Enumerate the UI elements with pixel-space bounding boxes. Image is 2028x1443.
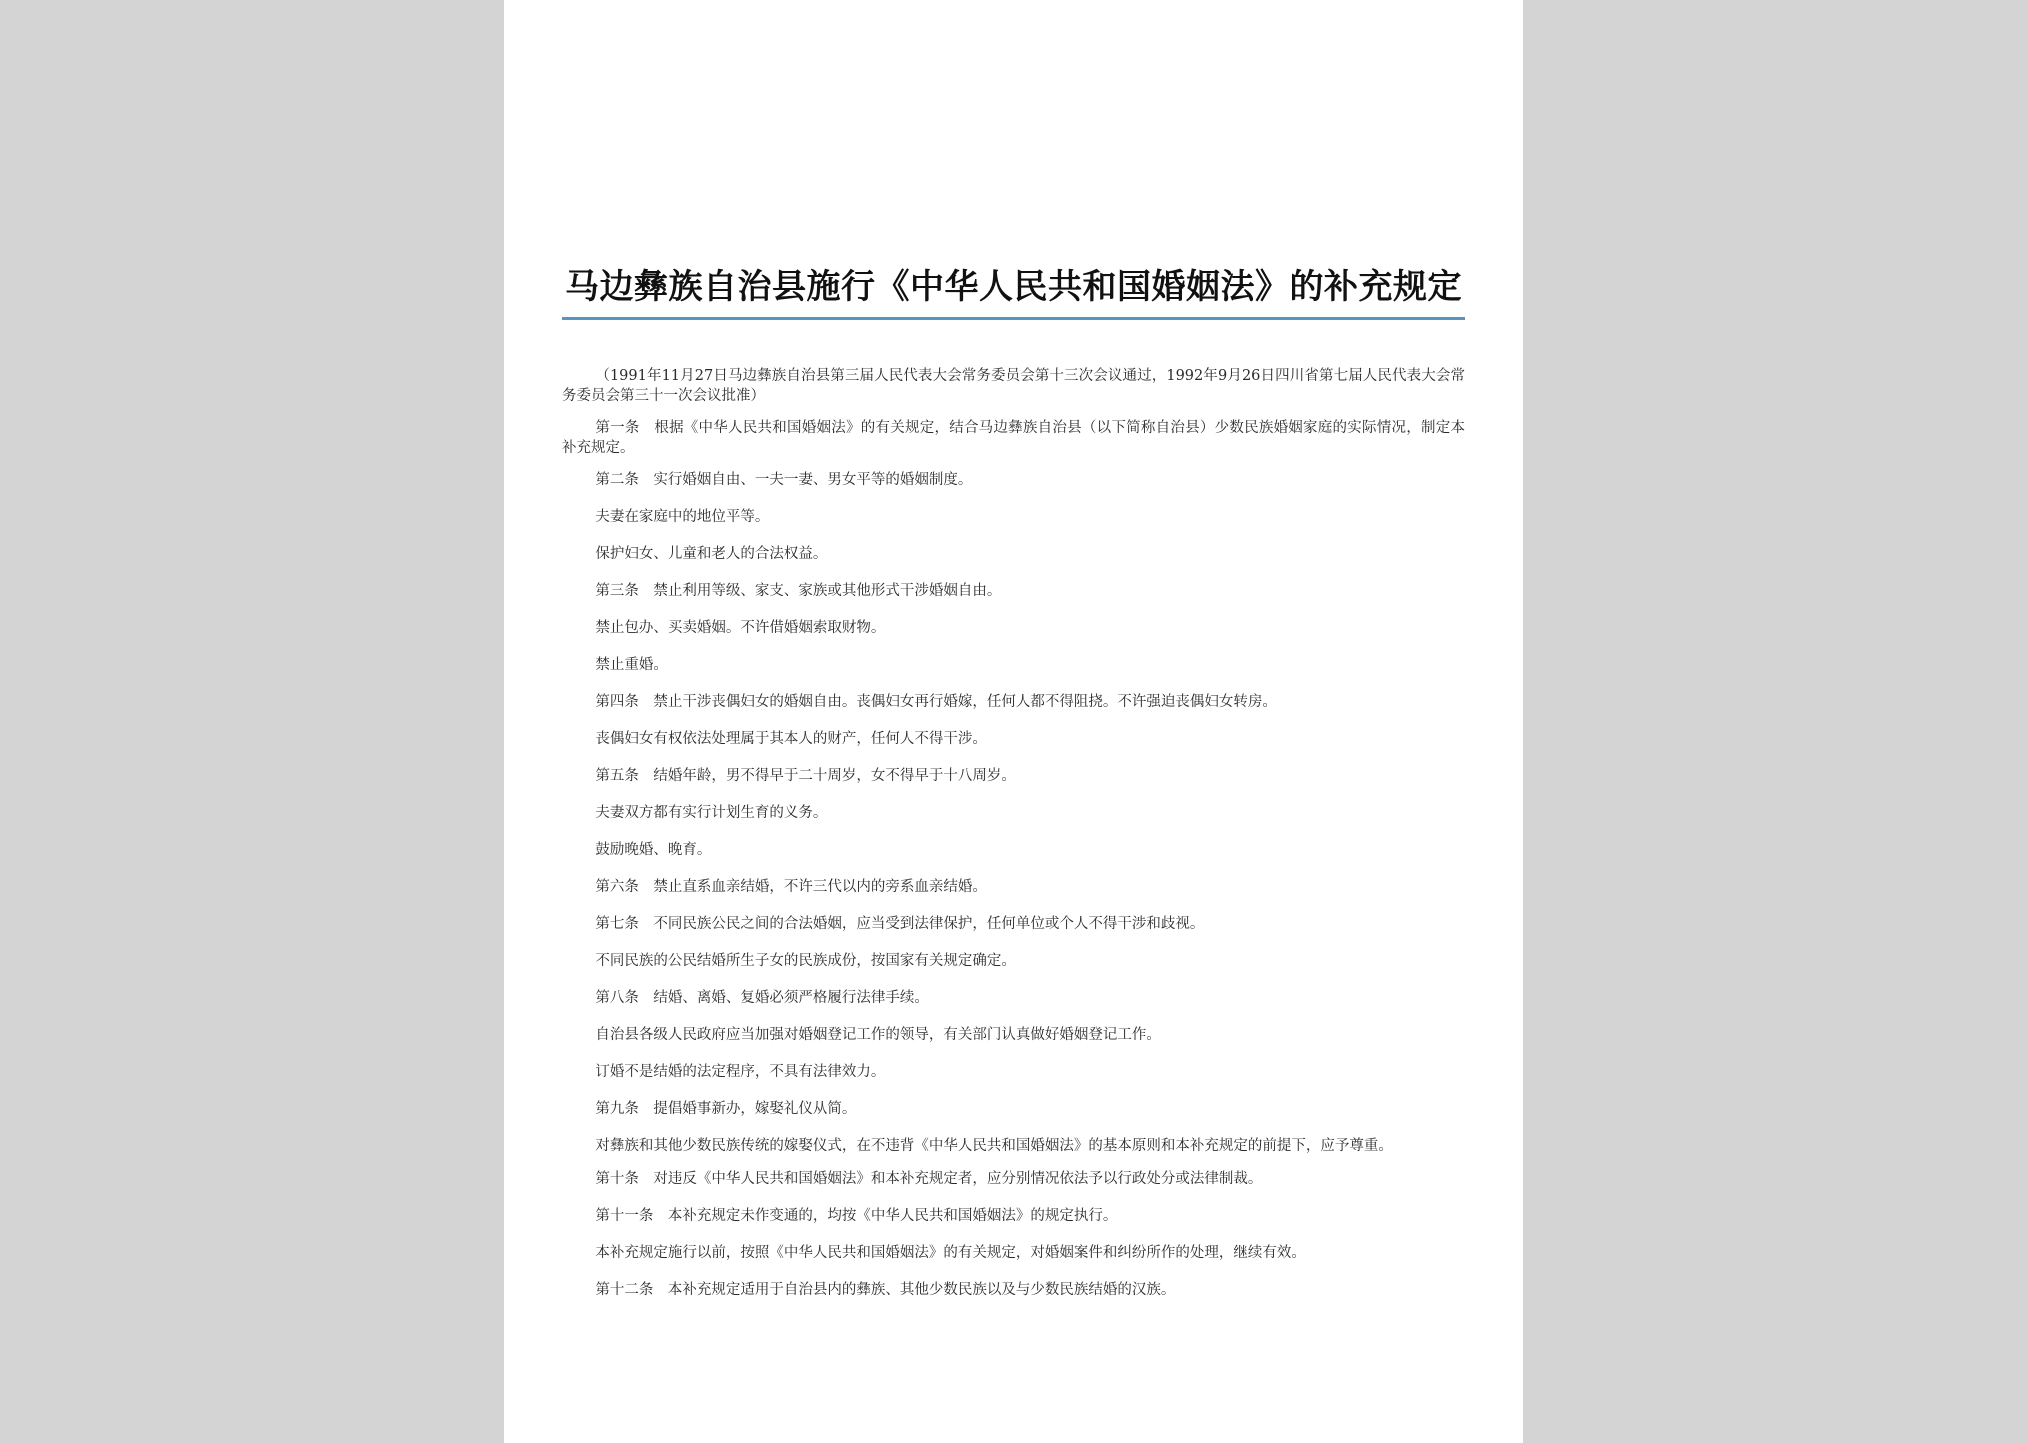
document-page — [504, 0, 1523, 1443]
paragraph-article-3: 第三条 禁止利用等级、家支、家族或其他形式干涉婚姻自由。 — [595, 583, 1002, 599]
paragraph: 对彝族和其他少数民族传统的嫁娶仪式，在不违背《中华人民共和国婚姻法》的基本原则和本补充规定的前提下，应予尊重。 — [595, 1138, 1393, 1154]
paragraph: 鼓励晚婚、晚育。 — [595, 842, 712, 858]
paragraph: 本补充规定施行以前，按照《中华人民共和国婚姻法》的有关规定，对婚姻案件和纠纷所作的处理，继续有效。 — [595, 1245, 1306, 1261]
paragraph-article-6: 第六条 禁止直系血亲结婚，不许三代以内的旁系血亲结婚。 — [595, 879, 987, 895]
paragraph-article-2: 第二条 实行婚姻自由、一夫一妻、男女平等的婚姻制度。 — [595, 472, 973, 488]
paragraph-article-1: 第一条 根据《中华人民共和国婚姻法》的有关规定，结合马边彝族自治县（以下简称自治县）少数民族婚姻家庭的实际情况，制定本补充规定。 — [562, 420, 1465, 456]
paragraph-article-5: 第五条 结婚年龄，男不得早于二十周岁，女不得早于十八周岁。 — [595, 768, 1016, 784]
paragraph: 自治县各级人民政府应当加强对婚姻登记工作的领导，有关部门认真做好婚姻登记工作。 — [595, 1027, 1161, 1043]
paragraph-article-10: 第十条 对违反《中华人民共和国婚姻法》和本补充规定者，应分别情况依法予以行政处分或法律制裁。 — [595, 1171, 1263, 1187]
paragraph: 夫妻双方都有实行计划生育的义务。 — [595, 805, 828, 821]
paragraph: 禁止包办、买卖婚姻。不许借婚姻索取财物。 — [595, 620, 886, 636]
paragraph: 丧偶妇女有权依法处理属于其本人的财产，任何人不得干涉。 — [595, 731, 987, 747]
paragraph-article-9: 第九条 提倡婚事新办，嫁娶礼仪从简。 — [595, 1101, 857, 1117]
preamble: （1991年11月27日马边彝族自治县第三届人民代表大会常务委员会第十三次会议通过，1992年9月26日四川省第七届人民代表大会常务委员会第三十一次会议批准） — [562, 368, 1465, 404]
title-divider — [562, 317, 1465, 320]
paragraph: 订婚不是结婚的法定程序，不具有法律效力。 — [595, 1064, 886, 1080]
document-body — [562, 366, 1465, 1300]
paragraph-article-8: 第八条 结婚、离婚、复婚必须严格履行法律手续。 — [595, 990, 929, 1006]
paragraph: 不同民族的公民结婚所生子女的民族成份，按国家有关规定确定。 — [595, 953, 1016, 969]
paragraph-article-12: 第十二条 本补充规定适用于自治县内的彝族、其他少数民族以及与少数民族结婚的汉族。 — [595, 1282, 1176, 1298]
paragraph: 禁止重婚。 — [595, 657, 668, 673]
paragraph: 夫妻在家庭中的地位平等。 — [595, 509, 770, 525]
paragraph: 保护妇女、儿童和老人的合法权益。 — [595, 546, 828, 562]
document-title: 马边彝族自治县施行《中华人民共和国婚姻法》的补充规定 — [565, 267, 1462, 307]
paragraph-article-11: 第十一条 本补充规定未作变通的，均按《中华人民共和国婚姻法》的规定执行。 — [595, 1208, 1118, 1224]
paragraph-article-4: 第四条 禁止干涉丧偶妇女的婚姻自由。丧偶妇女再行婚嫁，任何人都不得阻挠。不许强迫丧偶妇女转房。 — [595, 694, 1277, 710]
paragraph-article-7: 第七条 不同民族公民之间的合法婚姻，应当受到法律保护，任何单位或个人不得干涉和歧视。 — [595, 916, 1205, 932]
